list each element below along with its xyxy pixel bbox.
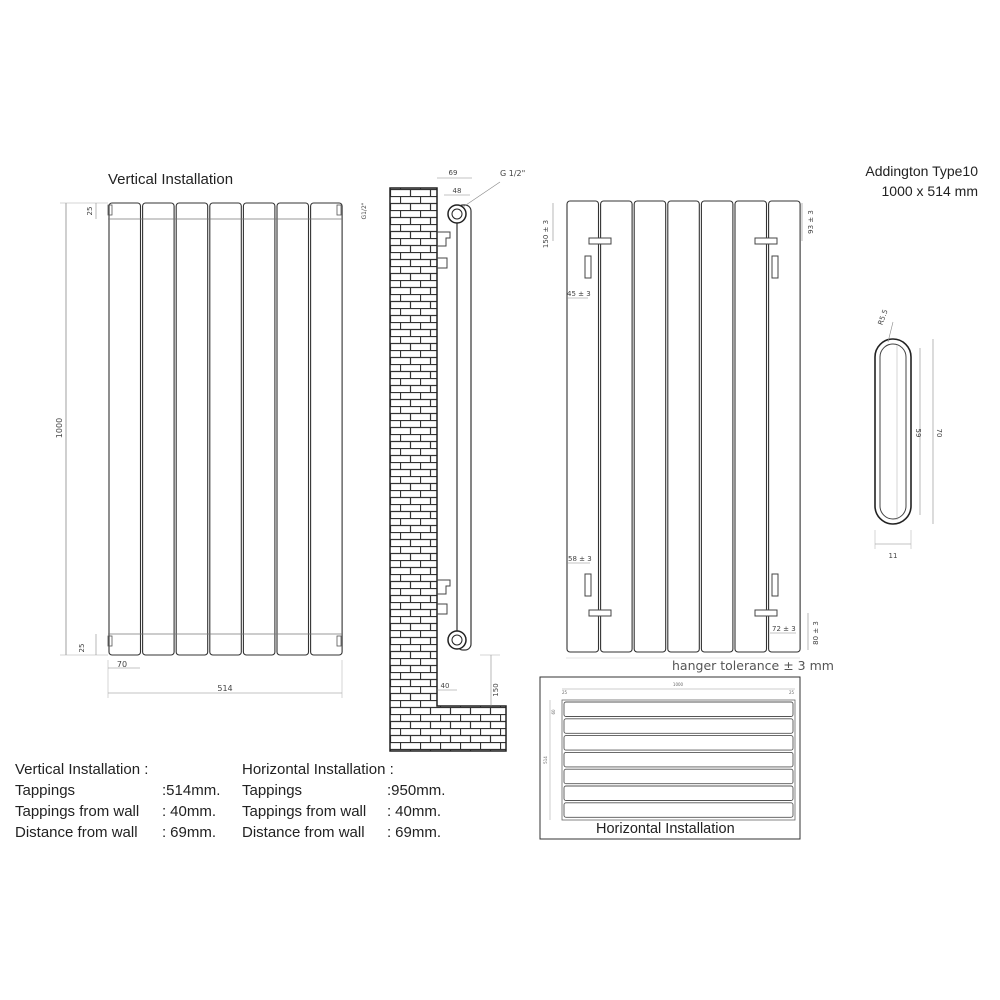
profile-view	[875, 308, 943, 560]
spec-value: 514mm.	[166, 782, 221, 799]
inset-height-label: 514	[543, 756, 548, 764]
rear-columns	[567, 201, 800, 652]
rear-lower-bracket-dim: 58 ± 3	[568, 555, 592, 563]
side-connection-label: G 1/2"	[500, 169, 526, 178]
inset-left-label: 25	[562, 690, 568, 695]
inset-rails	[564, 702, 793, 817]
rear-bottom-left-hanger	[589, 610, 611, 616]
horizontal-inset-title: Horizontal Installation	[596, 821, 735, 837]
spec-value: 69mm.	[170, 824, 217, 841]
inset-rail	[564, 803, 793, 818]
inset-rail	[564, 786, 793, 801]
front-column	[176, 203, 208, 655]
brick-wall	[390, 188, 506, 751]
spec-row	[15, 780, 220, 801]
side-radiator-body	[457, 205, 471, 650]
spec-row	[242, 780, 445, 801]
inset-right-label: 25	[789, 690, 795, 695]
spec-value: 40mm.	[170, 803, 217, 820]
spec-value: 69mm.	[395, 824, 442, 841]
front-view-title: Vertical Installation	[108, 171, 234, 188]
lower-bracket-icon	[437, 580, 450, 594]
front-bottom-dim-label: 25	[78, 643, 86, 653]
rear-column	[735, 201, 767, 652]
rear-column	[634, 201, 666, 652]
front-column-width-label: 70	[116, 660, 128, 669]
profile-inner-label: 59	[914, 428, 922, 438]
front-column	[311, 203, 343, 655]
horizontal-inset	[540, 677, 800, 839]
inset-small-label: 60	[551, 709, 556, 715]
inset-length-label: 1000	[672, 682, 684, 687]
front-top-dim-label: 25	[86, 206, 94, 216]
spec-row	[242, 822, 445, 843]
front-column	[143, 203, 175, 655]
front-column	[277, 203, 309, 655]
inset-rail	[564, 719, 793, 734]
front-column	[109, 203, 141, 655]
inset-rail	[564, 769, 793, 784]
spec-label: Tappings from wall	[15, 803, 140, 820]
rear-top-right-hanger	[755, 238, 777, 244]
spec-sep: :	[387, 782, 392, 799]
side-view	[390, 169, 525, 751]
spec-value: 950mm.	[391, 782, 446, 799]
front-port-label: G1/2"	[361, 202, 368, 220]
rear-column	[601, 201, 633, 652]
vertical-specs	[15, 759, 220, 843]
upper-bracket-icon	[437, 232, 450, 246]
profile-radius-label: R5.5	[876, 308, 890, 327]
spec-label: Distance from wall	[15, 824, 138, 841]
rear-column	[567, 201, 599, 652]
rear-top-right-dim: 93 ± 3	[807, 210, 815, 234]
rear-view	[542, 201, 820, 652]
rear-bottom-right-hanger	[755, 610, 777, 616]
side-pipe-label: 48	[452, 187, 462, 195]
hanger-tolerance-note: hanger tolerance ± 3 mm	[672, 658, 834, 673]
profile-outer-label: 70	[935, 428, 943, 438]
spec-label: Tappings from wall	[242, 803, 367, 820]
rear-column	[701, 201, 733, 652]
spec-sep: :	[387, 803, 392, 820]
spec-row	[15, 822, 220, 843]
rear-top-left-hanger	[589, 238, 611, 244]
spec-sep: :	[162, 782, 167, 799]
front-total-width-label: 514	[217, 684, 233, 693]
front-column	[210, 203, 242, 655]
side-tap-wall-label: 40	[440, 682, 450, 690]
side-depth-label: 69	[448, 169, 458, 177]
spec-row	[242, 801, 445, 822]
front-columns	[108, 203, 342, 655]
front-column	[243, 203, 275, 655]
spec-value: 40mm.	[395, 803, 442, 820]
profile-width-label: 11	[888, 552, 898, 560]
inset-rail	[564, 736, 793, 751]
inset-rail	[564, 752, 793, 767]
vertical-specs-heading: Vertical Installation :	[15, 761, 149, 778]
spec-label: Tappings	[242, 782, 303, 799]
rear-top-hanger-dim: 150 ± 3	[542, 219, 550, 249]
spec-sep: :	[387, 824, 392, 841]
product-size: 1000 x 514 mm	[881, 183, 978, 199]
spec-row	[15, 801, 220, 822]
spec-sep: :	[162, 803, 167, 820]
front-view	[55, 202, 368, 698]
horizontal-specs-heading: Horizontal Installation :	[242, 761, 394, 778]
rear-bottom-dim: 80 ± 3	[812, 621, 820, 645]
side-floor-label: 150	[492, 683, 500, 697]
spec-label: Tappings	[15, 782, 76, 799]
rear-column	[668, 201, 700, 652]
inset-rail	[564, 702, 793, 717]
rear-upper-bracket-dim: 45 ± 3	[567, 290, 591, 298]
horizontal-specs	[242, 759, 445, 843]
bottom-pipe-icon	[448, 631, 466, 649]
top-pipe-icon	[448, 205, 466, 223]
rear-bottom-right-dim: 72 ± 3	[772, 625, 796, 633]
spec-sep: :	[162, 824, 167, 841]
spec-label: Distance from wall	[242, 824, 365, 841]
front-height-label: 1000	[55, 417, 64, 439]
product-name: Addington Type10	[865, 163, 978, 179]
